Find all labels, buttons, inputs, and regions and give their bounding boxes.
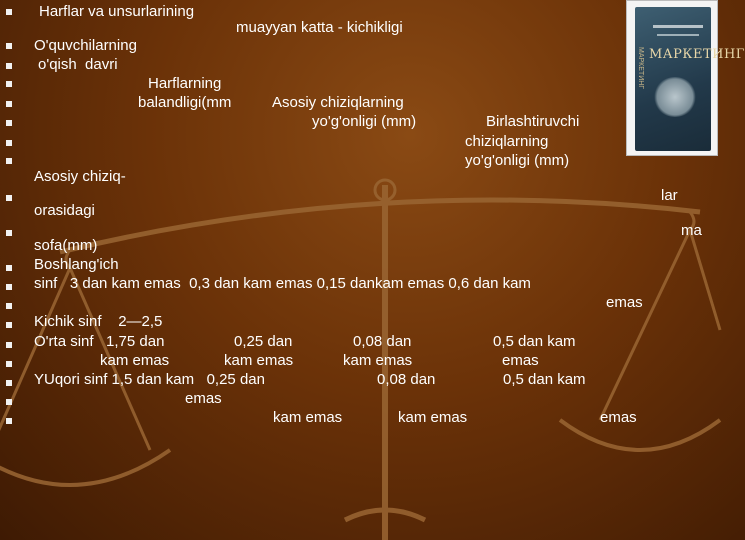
slide-title-line-2: muayyan katta - kichikligi [236,19,403,36]
row-orta-kam-2: kam emas [224,352,294,369]
row-yuqori-kam-1: kam emas [273,409,343,426]
header-orasidagi: orasidagi [34,202,95,219]
square-bullet-icon [6,140,12,146]
row-boshlang-emas: emas [606,294,643,311]
header-qish-davri: o'qish davri [38,56,118,73]
square-bullet-icon [6,63,12,69]
book-cover [635,7,745,151]
header-asosiy-chiziqlarning: Asosiy chiziqlarning [272,94,404,111]
row-orta-kam-1: kam emas [100,352,170,369]
row-kichik-sinf: Kichik sinf 2—2,5 [34,313,163,330]
row-yuqori-kam-2: kam emas [398,409,468,426]
book-spine-text: МАРКЕТИНГ [637,47,644,90]
row-orta-label: O'rta sinf 1,75 dan [34,333,165,350]
header-birlash-chiziqlarning: chiziqlarning [465,133,549,150]
row-yuqori-masofa: 0,5 dan kam [503,371,586,388]
book-cover-image [626,0,745,156]
square-bullet-icon [6,158,12,164]
row-yuqori-emas-2: emas [600,409,637,426]
square-bullet-icon [6,120,12,126]
square-bullet-icon [6,81,12,87]
row-orta-emas: emas [502,352,539,369]
row-yuqori-label: YUqori sinf 1,5 dan kam 0,25 dan [34,371,265,388]
row-orta-kam-3: kam emas [343,352,413,369]
header-lar: lar [661,187,678,204]
square-bullet-icon [6,361,12,367]
square-bullet-icon [6,322,12,328]
header-sofa: sofa(mm) [34,237,98,254]
row-yuqori-emas: emas [185,390,222,407]
square-bullet-icon [6,9,12,15]
square-bullet-icon [6,195,12,201]
square-bullet-icon [6,399,12,405]
book-top-decoration-2 [657,34,699,36]
book-title: МАРКЕТИНГ [649,47,745,62]
square-bullet-icon [6,284,12,290]
square-bullet-icon [6,230,12,236]
square-bullet-icon [6,342,12,348]
header-asosiy-yogonligi: yo'g'onligi (mm) [312,113,417,130]
row-yuqori-birlash: 0,08 dan [377,371,436,388]
book-top-decoration [653,25,703,28]
header-balandligi: balandligi(mm [138,94,232,111]
square-bullet-icon [6,101,12,107]
row-orta-masofa: 0,5 dan kam [493,333,576,350]
row-orta-asosiy: 0,25 dan [234,333,293,350]
row-boshlang-values: sinf 3 dan kam emas 0,3 dan kam emas 0,15 dankam emas 0,6 dan kam [34,275,531,292]
slide-title-line-1: Harflar va unsurlarining [39,3,195,20]
square-bullet-icon [6,303,12,309]
header-birlash-yogonligi: yo'g'onligi (mm) [465,152,570,169]
book-illustration [653,77,697,117]
row-orta-birlash: 0,08 dan [353,333,412,350]
header-asosiy-chiziq: Asosiy chiziq- [34,168,126,185]
square-bullet-icon [6,380,12,386]
header-harflarning: Harflarning [148,75,222,92]
header-birlashtiruvchi: Birlashtiruvchi [486,113,580,130]
square-bullet-icon [6,418,12,424]
square-bullet-icon [6,265,12,271]
square-bullet-icon [6,43,12,49]
header-ma: ma [681,222,702,239]
row-boshlang-label: Boshlang'ich [34,256,119,273]
header-quvchilar: O'quvchilarning [34,37,137,54]
